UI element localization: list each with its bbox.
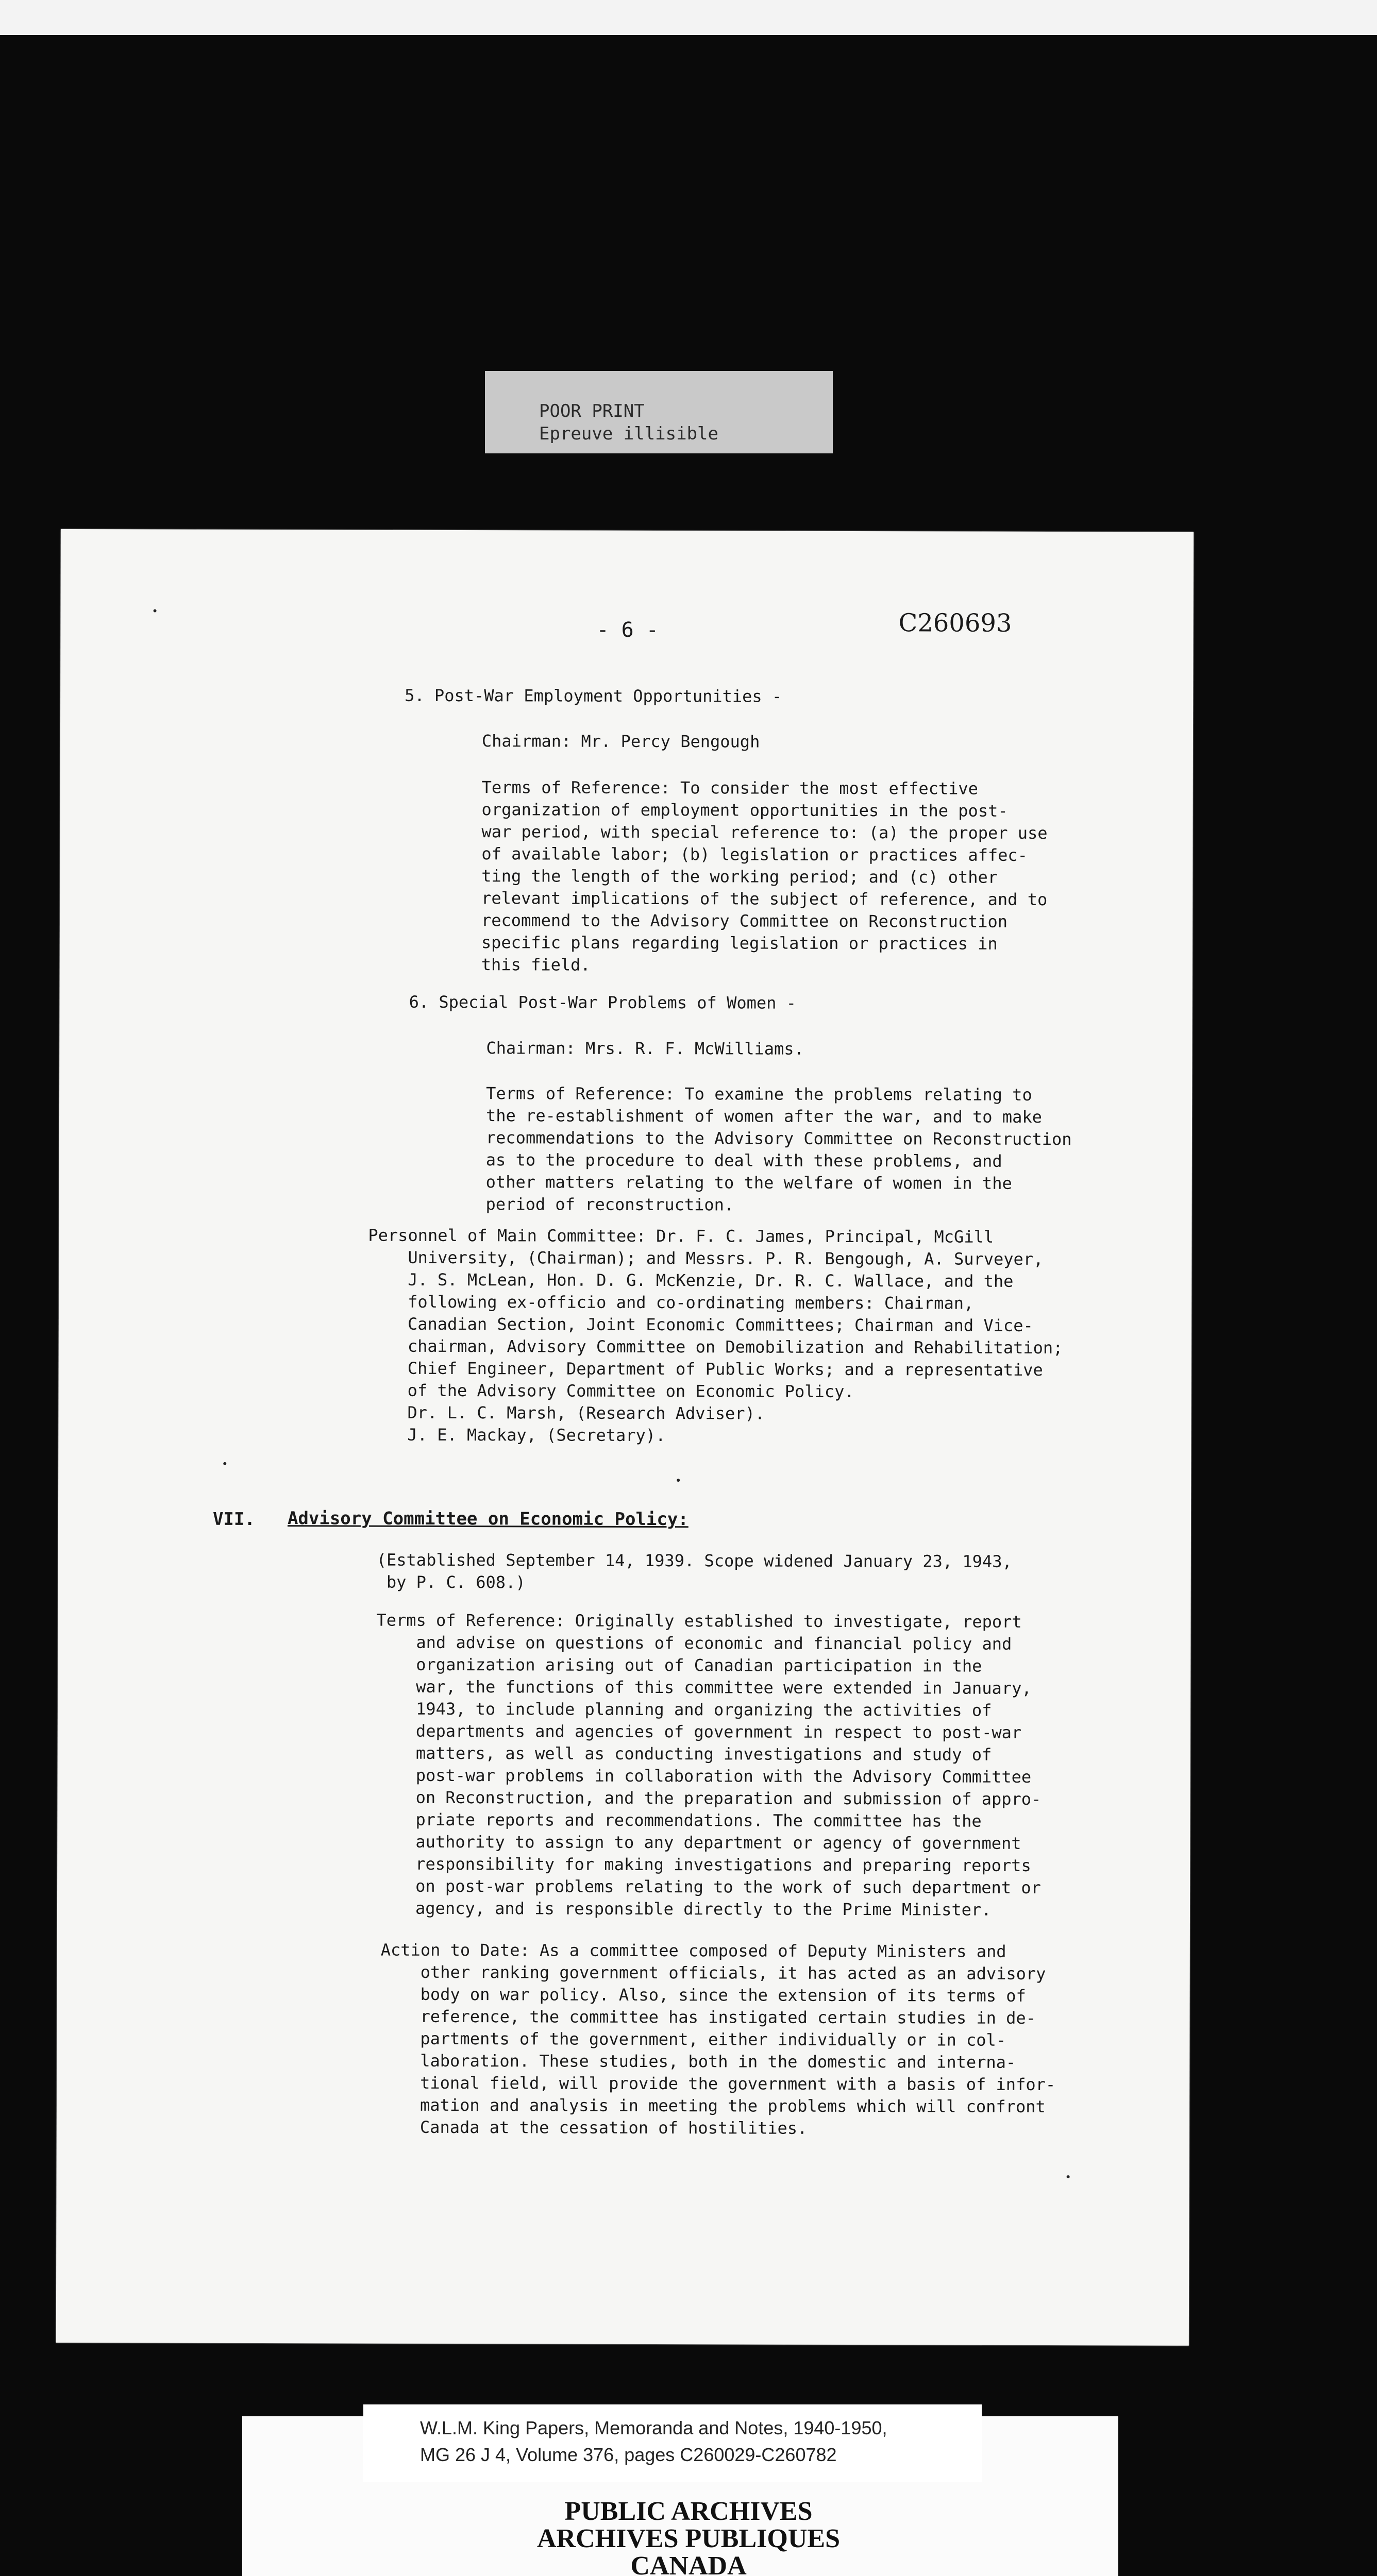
item5-chairman: Chairman: Mr. Percy Bengough (481, 731, 760, 752)
item6-terms-line: as to the procedure to deal with these problems, and (485, 1150, 1002, 1171)
item6-terms-line: other matters relating to the welfare of women in the (485, 1172, 1012, 1193)
section-vii-terms-line: war, the functions of this committee were extended in January, (376, 1676, 1032, 1698)
personnel-block (367, 1225, 1063, 1448)
section-vii-action (380, 1939, 1056, 2140)
item6-chairman: Chairman: Mrs. R. F. McWilliams. (486, 1038, 804, 1059)
item5-terms-line: relevant implications of the subject of reference, and to (481, 888, 1048, 910)
scan-speck (223, 1462, 226, 1465)
personnel-line: of the Advisory Committee on Economic Policy. (367, 1380, 854, 1402)
caption-line-2: MG 26 J 4, Volume 376, pages C260029-C260782 (420, 2444, 837, 2465)
section-vii-terms-line: 1943, to include planning and organizing the activities of (376, 1699, 992, 1720)
item5-terms-line: organization of employment opportunities in the post- (481, 800, 1008, 821)
item5-terms-line: of available labor; (b) legislation or practices affec- (481, 844, 1028, 865)
item5-terms (481, 776, 1048, 977)
item6-terms-line: recommendations to the Advisory Committee on Reconstruction (485, 1128, 1072, 1149)
section-vii-terms-line: agency, and is responsible directly to the Prime Minister. (375, 1898, 992, 1920)
section-vii-terms-line: departments and agencies of government in respect to post-war (376, 1721, 1022, 1742)
section-vii-terms-line: on post-war problems relating to the work of such department or (376, 1876, 1041, 1897)
section-vii-action-line: other ranking government officials, it has acted as an advisory (380, 1962, 1046, 1984)
section-vii-terms-line: on Reconstruction, and the preparation and submission of appro- (376, 1787, 1042, 1809)
section-vii-terms-line: priate reports and recommendations. The committee has the (376, 1809, 982, 1831)
personnel-line: following ex-officio and co-ordinating members: Chairman, (368, 1292, 974, 1313)
section-vii-terms-line: and advise on questions of economic and financial policy and (376, 1632, 1012, 1654)
archives-line-2: ARCHIVES PUBLIQUES (536, 2524, 841, 2553)
item6-terms-line: period of reconstruction. (485, 1194, 734, 1215)
item6-heading: 6. Special Post-War Problems of Women - (409, 992, 797, 1013)
section-vii-action-line: Canada at the cessation of hostilities. (380, 2117, 808, 2138)
item5-terms-line: specific plans regarding legislation or practices in (481, 933, 998, 954)
established-line: (Established September 14, 1939. Scope widened January 23, 1943, (376, 1550, 1012, 1571)
section-vii-action-line: tional field, will provide the government with a basis of infor- (380, 2073, 1056, 2095)
caption-box (363, 2404, 982, 2482)
section-vii-action-line: mation and analysis in meeting the problems which will confront (380, 2095, 1046, 2117)
item6-terms-line: Terms of Reference: To examine the problems relating to (486, 1083, 1032, 1105)
personnel-line: Dr. L. C. Marsh, (Research Adviser). (367, 1402, 765, 1423)
section-vii-established (377, 1549, 1012, 1595)
section-vii-terms (376, 1609, 1042, 1921)
item5-heading: 5. Post-War Employment Opportunities - (405, 685, 782, 706)
personnel-line: Chief Engineer, Department of Public Works; and a representative (367, 1358, 1043, 1380)
personnel-line: J. S. McLean, Hon. D. G. McKenzie, Dr. R. C. Wallace, and the (368, 1269, 1014, 1291)
archives-line-1: PUBLIC ARCHIVES (564, 2497, 813, 2526)
section-vii-action-line: laboration. These studies, both in the domestic and interna- (380, 2050, 1016, 2072)
established-line: by P. C. 608.) (376, 1572, 526, 1592)
document-page (56, 529, 1194, 2346)
item5-terms-line: ting the length of the working period; and (c) other (481, 866, 998, 887)
section-vii-action-line: reference, the committee has instigated certain studies in de- (380, 2006, 1036, 2028)
section-vii-terms-line: post-war problems in collaboration with the Advisory Committee (376, 1765, 1032, 1787)
poor-print-label (485, 371, 833, 453)
section-vii-terms-line: matters, as well as conducting investigations and study of (376, 1743, 992, 1765)
archives-line-3: CANADA (630, 2551, 747, 2576)
section-vii-terms-line: authority to assign to any department or agency of government (376, 1832, 1021, 1853)
item5-terms-line: recommend to the Advisory Committee on Reconstruction (481, 910, 1008, 931)
section-vii-terms-line: responsibility for making investigations and preparing reports (376, 1854, 1031, 1875)
page-number: - 6 - (596, 618, 659, 642)
personnel-line: chairman, Advisory Committee on Demobilization and Rehabilitation; (367, 1336, 1063, 1358)
section-vii-action-line: Action to Date: As a committee composed of Deputy Ministers and (380, 1940, 1006, 1961)
document-id: C260693 (898, 608, 1012, 638)
item6-terms-line: the re-establishment of women after the war, and to make (485, 1106, 1042, 1127)
personnel-line: University, (Chairman); and Messrs. P. R. Bengough, A. Surveyer, (368, 1247, 1044, 1269)
item5-terms-line: this field. (481, 955, 591, 975)
section-vii-title: Advisory Committee on Economic Policy: (287, 1508, 688, 1530)
personnel-line: J. E. Mackay, (Secretary). (367, 1425, 666, 1446)
section-vii-action-line: body on war policy. Also, since the extension of its terms of (380, 1984, 1026, 2006)
caption-line-1: W.L.M. King Papers, Memoranda and Notes, 1940-1950, (420, 2417, 887, 2438)
personnel-line: Personnel of Main Committee: Dr. F. C. James, Principal, McGill (368, 1225, 994, 1247)
item5-terms-line: war period, with special reference to: (a) the proper use (481, 822, 1048, 843)
item6-terms (486, 1082, 1072, 1217)
personnel-line: Canadian Section, Joint Economic Committees; Chairman and Vice- (367, 1314, 1033, 1335)
section-vii-action-line: partments of the government, either individually or in col- (380, 2028, 1006, 2050)
scan-speck (677, 1479, 680, 1482)
scan-speck (154, 609, 157, 612)
top-margin-strip (0, 0, 1377, 35)
item5-terms-line: Terms of Reference: To consider the most effective (481, 777, 979, 799)
section-vii-terms-line: organization arising out of Canadian participation in the (376, 1654, 982, 1676)
section-vii-terms-line: Terms of Reference: Originally established to investigate, report (376, 1610, 1022, 1632)
poor-print-line-1: POOR PRINT (539, 401, 645, 421)
scan-speck (1067, 2175, 1070, 2178)
poor-print-line-2: Epreuve illisible (539, 423, 718, 444)
section-vii-numeral: VII. (212, 1509, 255, 1530)
